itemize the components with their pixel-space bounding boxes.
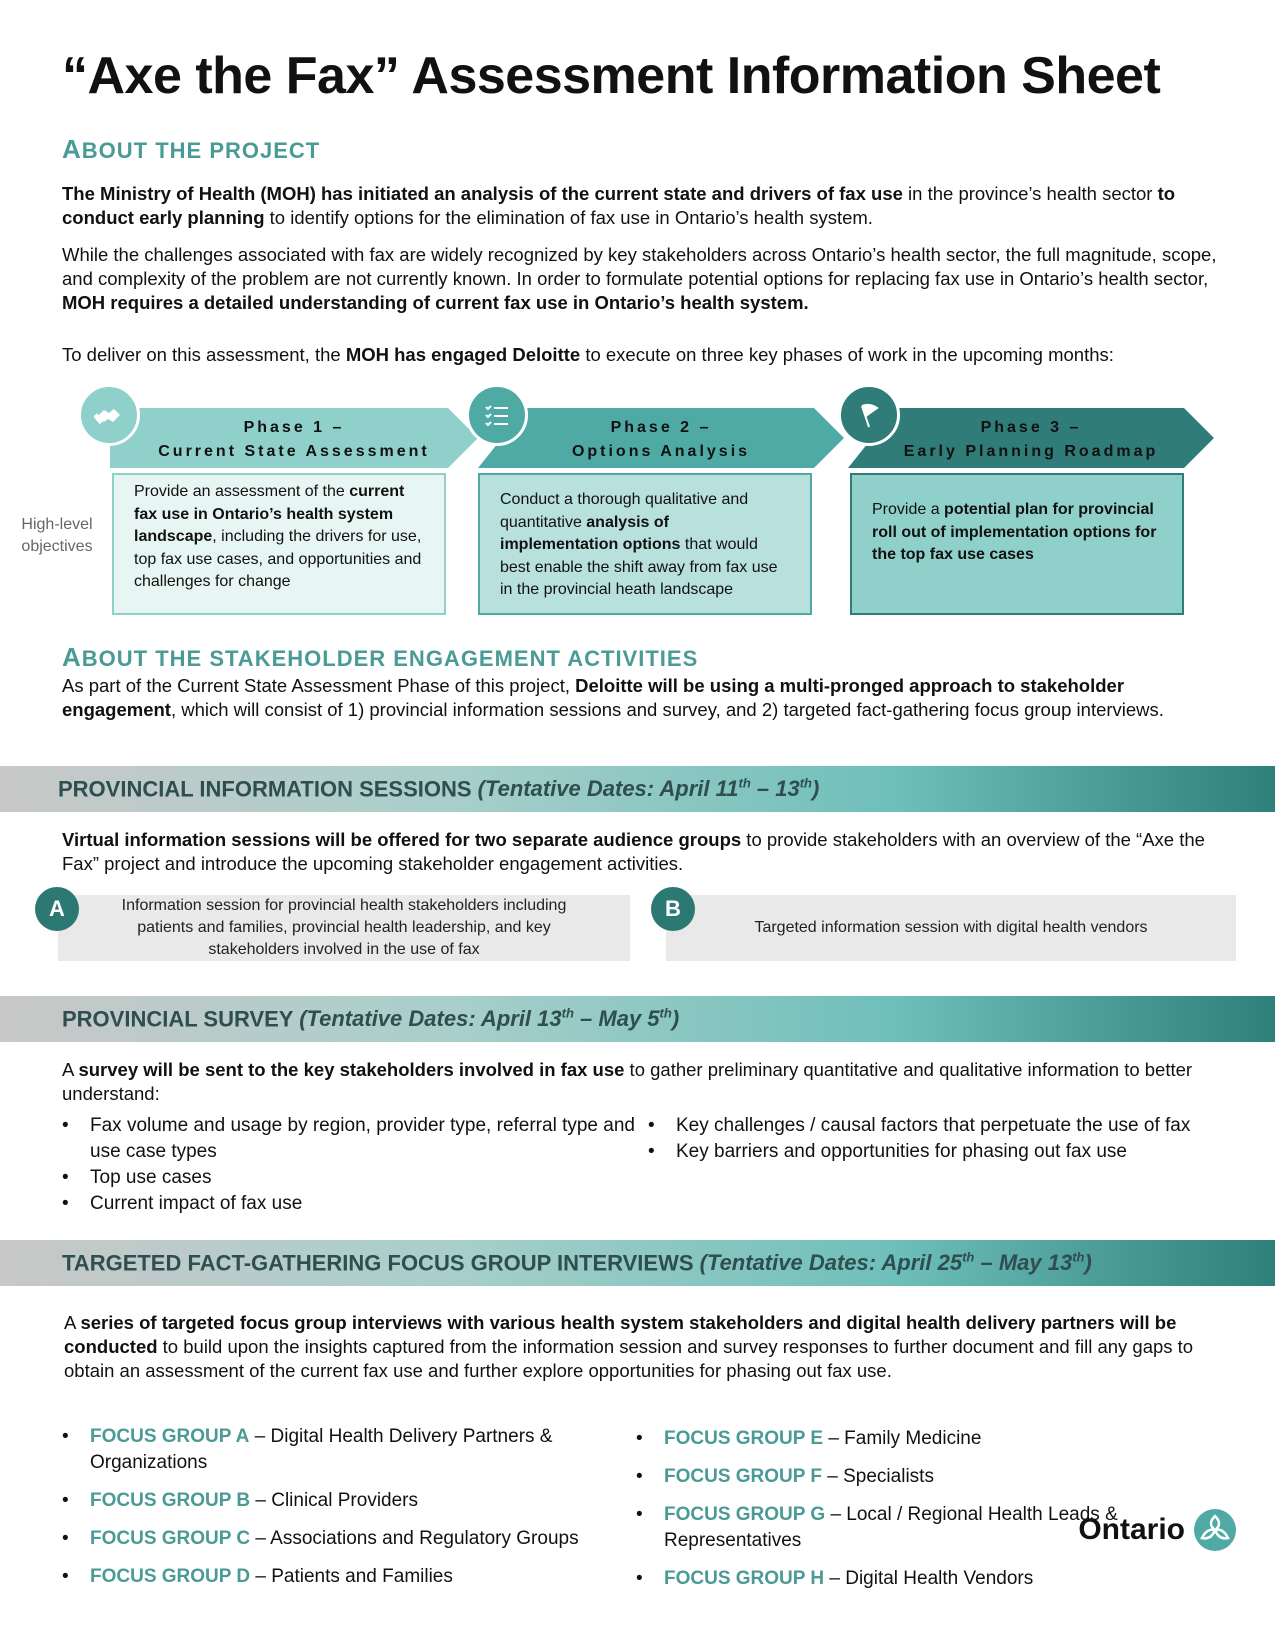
focus-groups-left (62, 1424, 582, 1590)
session-b-box: Targeted information session with digital health vendors (666, 895, 1236, 961)
list-item: • Fax volume and usage by region, provider type, referral type and use case types (62, 1113, 642, 1165)
info-sessions-heading: PROVINCIAL INFORMATION SESSIONS (Tentative Dates: April 11th – 13th) (58, 776, 820, 802)
about-stakeholder-heading: ABOUT THE STAKEHOLDER ENGAGEMENT ACTIVITIES (62, 642, 699, 672)
phase-3-header (848, 408, 1214, 468)
list-item: • FOCUS GROUP H – Digital Health Vendors (636, 1566, 1156, 1592)
list-item: • FOCUS GROUP D – Patients and Families (62, 1564, 582, 1590)
survey-paragraph: A survey will be sent to the key stakeholders involved in fax use to gather preliminary quantitative and qualitative information to better understand: (62, 1059, 1193, 1104)
list-item: • FOCUS GROUP F – Specialists (636, 1464, 1156, 1490)
list-item: • FOCUS GROUP B – Clinical Providers (62, 1488, 582, 1514)
survey-heading: PROVINCIAL SURVEY (Tentative Dates: April 13th – May 5th) (62, 1006, 680, 1032)
about-stakeholder-paragraph: As part of the Current State Assessment Phase of this project, Deloitte will be using a multi-pronged approach to stakeholder engagement, which will consist of 1) provincial information sessions and survey, and 2) targeted fact-gathering focus group interviews. (62, 675, 1164, 720)
focus-heading: TARGETED FACT-GATHERING FOCUS GROUP INTERVIEWS (Tentative Dates: April 25th – May 13th) (62, 1250, 1092, 1276)
phase-1-objective: Provide an assessment of the current fax use in Ontario’s health system landscape, including the drivers for use, top fax use cases, and opportunities and challenges for change (112, 473, 446, 615)
info-sessions-band (0, 766, 1275, 812)
list-item: • FOCUS GROUP E – Family Medicine (636, 1426, 1156, 1452)
survey-list-right (648, 1113, 1248, 1165)
phase-1-header (110, 408, 478, 468)
about-project-paragraph-1: The Ministry of Health (MOH) has initiated an analysis of the current state and drivers of fax use in the province’s health sector to conduct early planning to identify options for the elimination of fax use in Ontario’s health system. (62, 183, 1176, 228)
high-level-objectives-label: High-level objectives (21, 516, 93, 555)
info-sessions-paragraph: Virtual information sessions will be offered for two separate audience groups to provide stakeholders with an overview of the “Axe the Fax” project and introduce the upcoming stakeholder engagement activities. (62, 829, 1205, 874)
about-project-heading: ABOUT THE PROJECT (62, 134, 321, 164)
ontario-logo (1078, 1508, 1237, 1552)
session-b-badge: B (651, 887, 695, 931)
list-item: • Current impact of fax use (62, 1191, 642, 1217)
focus-band (0, 1240, 1275, 1286)
phase-1-title: Phase 1 – Current State Assessment (158, 419, 430, 460)
list-item: • Key barriers and opportunities for phasing out fax use (648, 1139, 1248, 1165)
checklist-icon (466, 384, 528, 446)
phase-2-header (478, 408, 844, 468)
list-item: • Key challenges / causal factors that perpetuate the use of fax (648, 1113, 1248, 1139)
about-project-paragraph-3: To deliver on this assessment, the MOH has engaged Deloitte to execute on three key phases of work in the upcoming months: (62, 344, 1114, 365)
flag-icon (838, 384, 900, 446)
list-item: • FOCUS GROUP C – Associations and Regulatory Groups (62, 1526, 582, 1552)
list-item: • Top use cases (62, 1165, 642, 1191)
phase-3-title: Phase 3 – Early Planning Roadmap (903, 419, 1159, 460)
phase-3-objective: Provide a potential plan for provincial roll out of implementation options for the top fax use cases (850, 473, 1184, 615)
list-item: • FOCUS GROUP G – Local / Regional Health Leads & Representatives (636, 1502, 1156, 1554)
survey-band (0, 996, 1275, 1042)
trillium-icon (1193, 1508, 1237, 1552)
session-a-badge: A (35, 887, 79, 931)
session-a-box: Information session for provincial health stakeholders including patients and families, provincial health leadership, and key stakeholders involved in the use of fax (58, 895, 630, 961)
phase-2-objective: Conduct a thorough qualitative and quantitative analysis of implementation options that would best enable the shift away from fax use in the provincial heath landscape (478, 473, 812, 615)
about-project-paragraph-2: While the challenges associated with fax are widely recognized by key stakeholders across Ontario’s health sector, the full magnitude, scope, and complexity of the problem are not currently known. In order to formulate potential options for replacing fax use in Ontario’s health sector, MOH requires a detailed understanding of current fax use in Ontario’s health system. (62, 244, 1217, 313)
survey-list-left (62, 1113, 642, 1217)
focus-paragraph: A series of targeted focus group interviews with various health system stakeholders and digital health delivery partners will be conducted to build upon the insights captured from the information session and survey responses to further document and fill any gaps to obtain an assessment of the current fax use and further explore opportunities for phasing out fax use. (64, 1312, 1194, 1381)
handshake-icon (78, 384, 140, 446)
list-item: • FOCUS GROUP A – Digital Health Delivery Partners & Organizations (62, 1424, 582, 1476)
page-title: “Axe the Fax” Assessment Information Sheet (62, 47, 1161, 105)
phase-2-title: Phase 2 – Options Analysis (571, 419, 751, 460)
ontario-logo-text: Ontario (1078, 1513, 1185, 1546)
